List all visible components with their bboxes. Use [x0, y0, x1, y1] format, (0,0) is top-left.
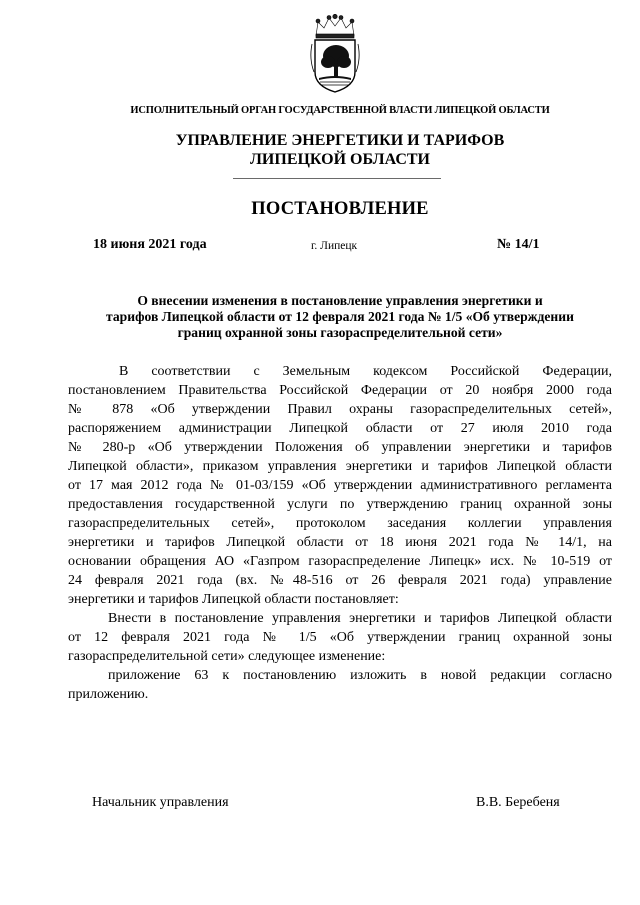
body-line: от 17 мая 2012 года № 01-03/159 «Об утверждении административного регламента	[68, 478, 612, 493]
body-line: приложению.	[68, 687, 149, 702]
department-title-line2: ЛИПЕЦКОЙ ОБЛАСТИ	[250, 151, 430, 168]
coat-of-arms-icon	[306, 14, 364, 94]
body-line: постановлением Правительства Российской Федерации от 20 ноября 2000 года	[68, 383, 612, 398]
subject-line: тарифов Липецкой области от 12 февраля 2021 года № 1/5 «Об утверждении	[106, 309, 574, 324]
body-line: Липецкой области», приказом управления энергетики и тарифов Липецкой области	[68, 459, 612, 474]
document-city: г. Липецк	[311, 240, 358, 252]
body-line: № 280-р «Об утверждении Положения об управлении энергетики и тарифов	[68, 440, 612, 455]
body-line: газораспределительных сетей», протоколом заседания коллегии управления	[68, 516, 612, 531]
department-title-line1: УПРАВЛЕНИЕ ЭНЕРГЕТИКИ И ТАРИФОВ	[175, 132, 505, 149]
body-line: Внести в постановление управления энергетики и тарифов Липецкой области	[108, 611, 612, 626]
body-line: от 12 февраля 2021 года № 1/5 «Об утверждении границ охранной зоны	[68, 630, 612, 645]
body-line: № 878 «Об утверждении Правил охраны газораспределительных сетей»,	[68, 402, 612, 417]
document-date: 18 июня 2021 года	[93, 237, 207, 252]
header-divider	[233, 178, 441, 179]
body-line: В соответствии с Земельным кодексом Российской Федерации,	[119, 364, 612, 379]
body-line: распоряжением администрации Липецкой области от 27 июля 2010 года	[68, 421, 612, 436]
body-line: приложение 63 к постановлению изложить в новой редакции согласно	[108, 668, 612, 683]
document-number: № 14/1	[497, 237, 540, 252]
document-subject	[70, 293, 610, 341]
body-line: газораспределительной сети» следующее изменение:	[68, 649, 386, 664]
body-line: предоставления государственной услуги по утверждению границ охранной зоны	[68, 497, 612, 512]
body-line: основании обращения АО «Газпром газораспределение Липецк» исх. № 10-519 от	[68, 554, 612, 569]
subject-line: границ охранной зоны газораспределительной сети»	[177, 325, 503, 340]
document-body	[68, 362, 612, 704]
body-line: 24 февраля 2021 года (вх. №48-516 от 26 февраля 2021 года) управление	[68, 573, 612, 588]
signatory-name: В.В. Беребеня	[476, 795, 560, 810]
body-line: энергетики и тарифов Липецкой области постановляет:	[68, 592, 399, 607]
signatory-role: Начальник управления	[92, 795, 229, 810]
document-kind: ПОСТАНОВЛЕНИЕ	[251, 199, 429, 219]
subject-line: О внесении изменения в постановление управления энергетики и	[137, 293, 543, 308]
body-line: энергетики и тарифов Липецкой области от 18 июня 2021 года № 14/1, на	[68, 535, 612, 550]
organization-name: ИСПОЛНИТЕЛЬНЫЙ ОРГАН ГОСУДАРСТВЕННОЙ ВЛАСТИ ЛИПЕЦКОЙ ОБЛАСТИ	[130, 105, 550, 116]
